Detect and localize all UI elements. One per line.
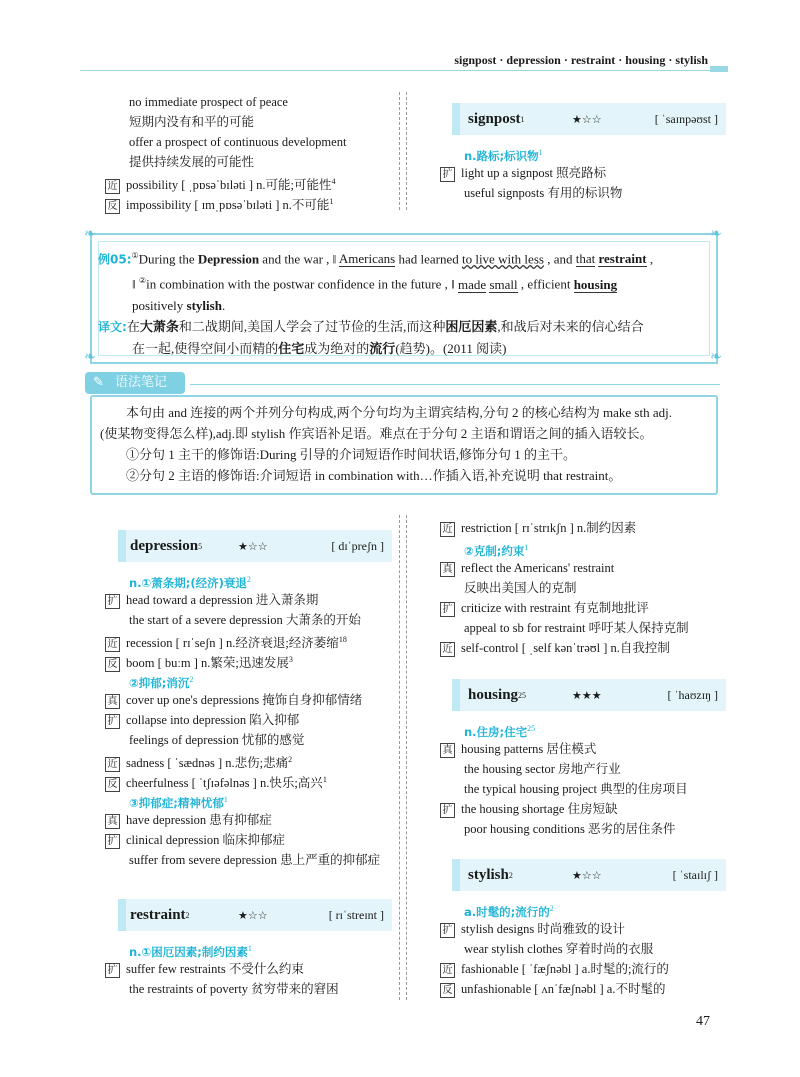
- star-rating-icon: ★★★: [572, 688, 602, 702]
- headword: stylish: [468, 866, 509, 883]
- sense-line: n.①萧条期;(经济)衰退$^2$: [129, 575, 251, 591]
- sense-line: n.住房;住宅$^{25}$: [464, 724, 536, 740]
- restraint-body: [105, 939, 395, 999]
- tag-icon: 真: [105, 814, 120, 829]
- tag-icon: 扩: [105, 963, 120, 978]
- translation-label: 译文:: [98, 319, 127, 334]
- tag-icon: 扩: [440, 602, 455, 617]
- phrase-line: 短期内没有和平的可能: [129, 115, 255, 129]
- expansion-line: 扩 collapse into depression 陷入抑郁: [105, 710, 395, 730]
- expansion-line: 扩 suffer few restraints 不受什么约束: [105, 959, 395, 979]
- exam-line: 真 reflect the Americans' restraint: [440, 558, 730, 578]
- pronunciation: [ dɪˈpreʃn ]: [331, 538, 384, 553]
- star-rating-icon: ★☆☆: [572, 112, 602, 126]
- grammar-notes-badge: ✎ 语法笔记: [85, 372, 185, 394]
- tag-icon: 扩: [440, 923, 455, 938]
- phrase-line: wear stylish clothes 穿着时尚的衣服: [464, 942, 654, 956]
- ornament-icon: ❧: [84, 226, 96, 242]
- tag-icon: 扩: [440, 167, 455, 182]
- synonym-line: 近 self-control [ ˌself kənˈtrəʊl ] n.自我控制: [440, 638, 730, 658]
- header-rule-end: [710, 66, 728, 72]
- grammar-point: ①分句 1 主干的修饰语:During 引导的介词短语作时间状语,修饰分句 1 的主干。: [126, 447, 576, 462]
- tag-icon: 近: [105, 757, 120, 772]
- exam-line: 真 have depression 患有抑郁症: [105, 810, 395, 830]
- column-divider: [399, 92, 407, 210]
- synonym-line: [105, 172, 395, 192]
- sense-line: ③抑郁症;精神忧郁$^1$: [129, 795, 228, 811]
- example-label: 例05:: [98, 252, 132, 267]
- phrase-line: appeal to sb for restraint 呼吁某人保持克制: [464, 621, 689, 635]
- line-text: impossibility [ ɪmˌpɒsəˈbɪləti ] n.不可能: [126, 198, 330, 213]
- tag-icon: 反: [105, 777, 120, 792]
- word-header-signpost: [452, 103, 726, 135]
- tag-icon: 真: [440, 743, 455, 758]
- pronunciation: [ ˈhaʊzɪŋ ]: [667, 687, 718, 702]
- phrase-line: useful signposts 有用的标识物: [464, 186, 623, 200]
- antonym-line: 反 boom [ buːm ] n.繁荣;迅速发展$^3$: [105, 650, 395, 670]
- pronunciation: [ rɪˈstreɪnt ]: [328, 907, 384, 922]
- grammar-rule: [190, 384, 720, 385]
- tag-icon: 近: [440, 642, 455, 657]
- tag-icon: 扩: [105, 594, 120, 609]
- headword: depression: [130, 537, 199, 554]
- tag-icon: 近: [105, 179, 120, 194]
- subject-underline: Americans: [338, 251, 396, 267]
- keyword: Depression: [197, 251, 260, 267]
- exam-line: 真 cover up one's depressions 掩饰自身抑郁情绪: [105, 690, 395, 710]
- synonym-line: 近 sadness [ ˈsædnəs ] n.悲伤;悲痛$^2$: [105, 750, 395, 770]
- phrase-line: the start of a severe depression 大萧条的开始: [129, 613, 361, 627]
- keyword: restraint: [598, 251, 647, 267]
- tag-icon: 反: [105, 199, 120, 214]
- frequency-sup: 1: [520, 114, 525, 124]
- keyword: housing: [573, 276, 618, 292]
- ornament-icon: ❧: [710, 226, 722, 242]
- expansion-line: 扩 stylish designs 时尚雅致的设计: [440, 919, 730, 939]
- pen-icon: ✎: [93, 375, 104, 390]
- tag-icon: 扩: [105, 714, 120, 729]
- pronunciation: [ ˈstaɪlɪʃ ]: [672, 867, 718, 882]
- star-rating-icon: ★☆☆: [238, 539, 268, 553]
- grammar-point: ②分句 2 主语的修饰语:介词短语 in combination with…作插入语,补充说明 that restraint。: [126, 468, 622, 483]
- synonym-line: 近 fashionable [ ˈfæʃnəbl ] a.时髦的;流行的: [440, 959, 730, 979]
- word-header-depression: depression 5 ★☆☆ [ dɪˈpreʃn ]: [118, 530, 392, 562]
- tag-icon: 真: [105, 694, 120, 709]
- sense-line: ②抑郁;消沉$^2$: [129, 675, 194, 691]
- phrase-line: no immediate prospect of peace: [129, 95, 288, 109]
- wavy-underline: to live with less: [461, 251, 544, 267]
- stylish-body: [440, 899, 730, 999]
- tag-icon: 近: [440, 963, 455, 978]
- synonym-line: 近 restriction [ rɪˈstrɪkʃn ] n.制约因素: [440, 518, 730, 538]
- star-rating-icon: ★☆☆: [572, 868, 602, 882]
- header-rule: [80, 70, 720, 71]
- page-number: 47: [696, 1014, 710, 1029]
- headword: signpost: [468, 110, 521, 127]
- ornament-icon: ❧: [84, 349, 96, 365]
- tag-icon: 近: [440, 522, 455, 537]
- phrase-line: 反映出美国人的克制: [464, 581, 577, 595]
- exam-line: 真 housing patterns 居住模式: [440, 739, 730, 759]
- expansion-line: 扩 criticize with restraint 有克制地批评: [440, 598, 730, 618]
- expansion-line: 扩 head toward a depression 进入萧条期: [105, 590, 395, 610]
- expansion-line: 扩 light up a signpost 照亮路标: [440, 163, 720, 183]
- line-text: possibility [ ˌpɒsəˈbɪləti ] n.可能;可能性: [126, 178, 332, 193]
- sense-line: ②克制;约束$^1$: [464, 543, 529, 559]
- example-sentence: 例05:①During the Depression and the war , ‖ Americans had learned to live with less , and that restraint , ‖ ②in combination with the postwar confidence in the future , ‖ made small , efficient housing positively stylish. 译文:在大萧条和二战期间,美国人学会了过节俭的生活,而这种困厄因素,和战后对未来的信心结合 在一起,使得空间小而精的住宅成为绝对的流行(趋势)。(2011 阅读): [98, 251, 654, 356]
- tag-icon: 反: [105, 657, 120, 672]
- phrase-line: feelings of depression 忧郁的感觉: [129, 733, 305, 747]
- running-header: signpost · depression · restraint · housing · stylish: [454, 53, 708, 67]
- phrase-line: poor housing conditions 恶劣的居住条件: [464, 822, 676, 836]
- restraint-body-continued: [440, 518, 730, 658]
- grammar-notes: [100, 402, 704, 486]
- tag-icon: 反: [440, 983, 455, 998]
- keyword: stylish: [186, 297, 222, 313]
- phrase-line: 提供持续发展的可能性: [129, 155, 255, 169]
- word-header-stylish: stylish 2 ★☆☆ [ ˈstaɪlɪʃ ]: [452, 859, 726, 891]
- phrase-line: the housing sector 房地产行业: [464, 762, 621, 776]
- sense-line: n.①困厄因素;制约因素$^1$: [129, 944, 252, 960]
- phrase-line: offer a prospect of continuous development: [129, 135, 347, 149]
- tag-icon: 近: [105, 637, 120, 652]
- ornament-icon: ❧: [710, 349, 722, 365]
- star-rating-icon: ★☆☆: [238, 908, 268, 922]
- column-divider: [399, 515, 407, 1000]
- sense-line: a.时髦的;流行的$^2$: [464, 904, 554, 920]
- top-left-column: [105, 92, 395, 212]
- pronunciation: [ ˈsaɪnpəʊst ]: [654, 111, 718, 126]
- phrase-line: suffer from severe depression 患上严重的抑郁症: [129, 853, 381, 867]
- headword: restraint: [130, 906, 186, 923]
- antonym-line: 反 cheerfulness [ ˈtʃɪəfəlnəs ] n.快乐;高兴$^1$: [105, 770, 395, 790]
- antonym-line: 反 unfashionable [ ʌnˈfæʃnəbl ] a.不时髦的: [440, 979, 730, 999]
- phrase-line: the typical housing project 典型的住房项目: [464, 782, 688, 796]
- signpost-body: [440, 143, 720, 203]
- depression-body: [105, 570, 395, 870]
- antonym-line: [105, 192, 395, 212]
- expansion-line: 扩 clinical depression 临床抑郁症: [105, 830, 395, 850]
- frequency-sup: 1: [329, 197, 334, 206]
- tag-icon: 扩: [440, 803, 455, 818]
- headword: housing: [468, 686, 519, 703]
- tag-icon: 真: [440, 562, 455, 577]
- phrase-line: the restraints of poverty 贫穷带来的窘困: [129, 982, 339, 996]
- housing-body: [440, 719, 730, 839]
- word-header-restraint: restraint 2 ★☆☆ [ rɪˈstreɪnt ]: [118, 899, 392, 931]
- sense-line: n.路标;标识物$^1$: [464, 148, 543, 164]
- grammar-paragraph: (使某物变得怎么样),adj.即 stylish 作宾语补足语。难点在于分句 2 主语和谓语之间的插入语较长。: [100, 426, 653, 441]
- tag-icon: 扩: [105, 834, 120, 849]
- synonym-line: 近 recession [ rɪˈseʃn ] n.经济衰退;经济萎缩$^{18}$: [105, 630, 395, 650]
- grammar-paragraph: 本句由 and 连接的两个并列分句构成,两个分句均为主谓宾结构,分句 2 的核心结构为 make sth adj.: [126, 405, 672, 420]
- expansion-line: 扩 the housing shortage 住房短缺: [440, 799, 730, 819]
- word-header-housing: housing 25 ★★★ [ ˈhaʊzɪŋ ]: [452, 679, 726, 711]
- frequency-sup: 4: [331, 177, 336, 186]
